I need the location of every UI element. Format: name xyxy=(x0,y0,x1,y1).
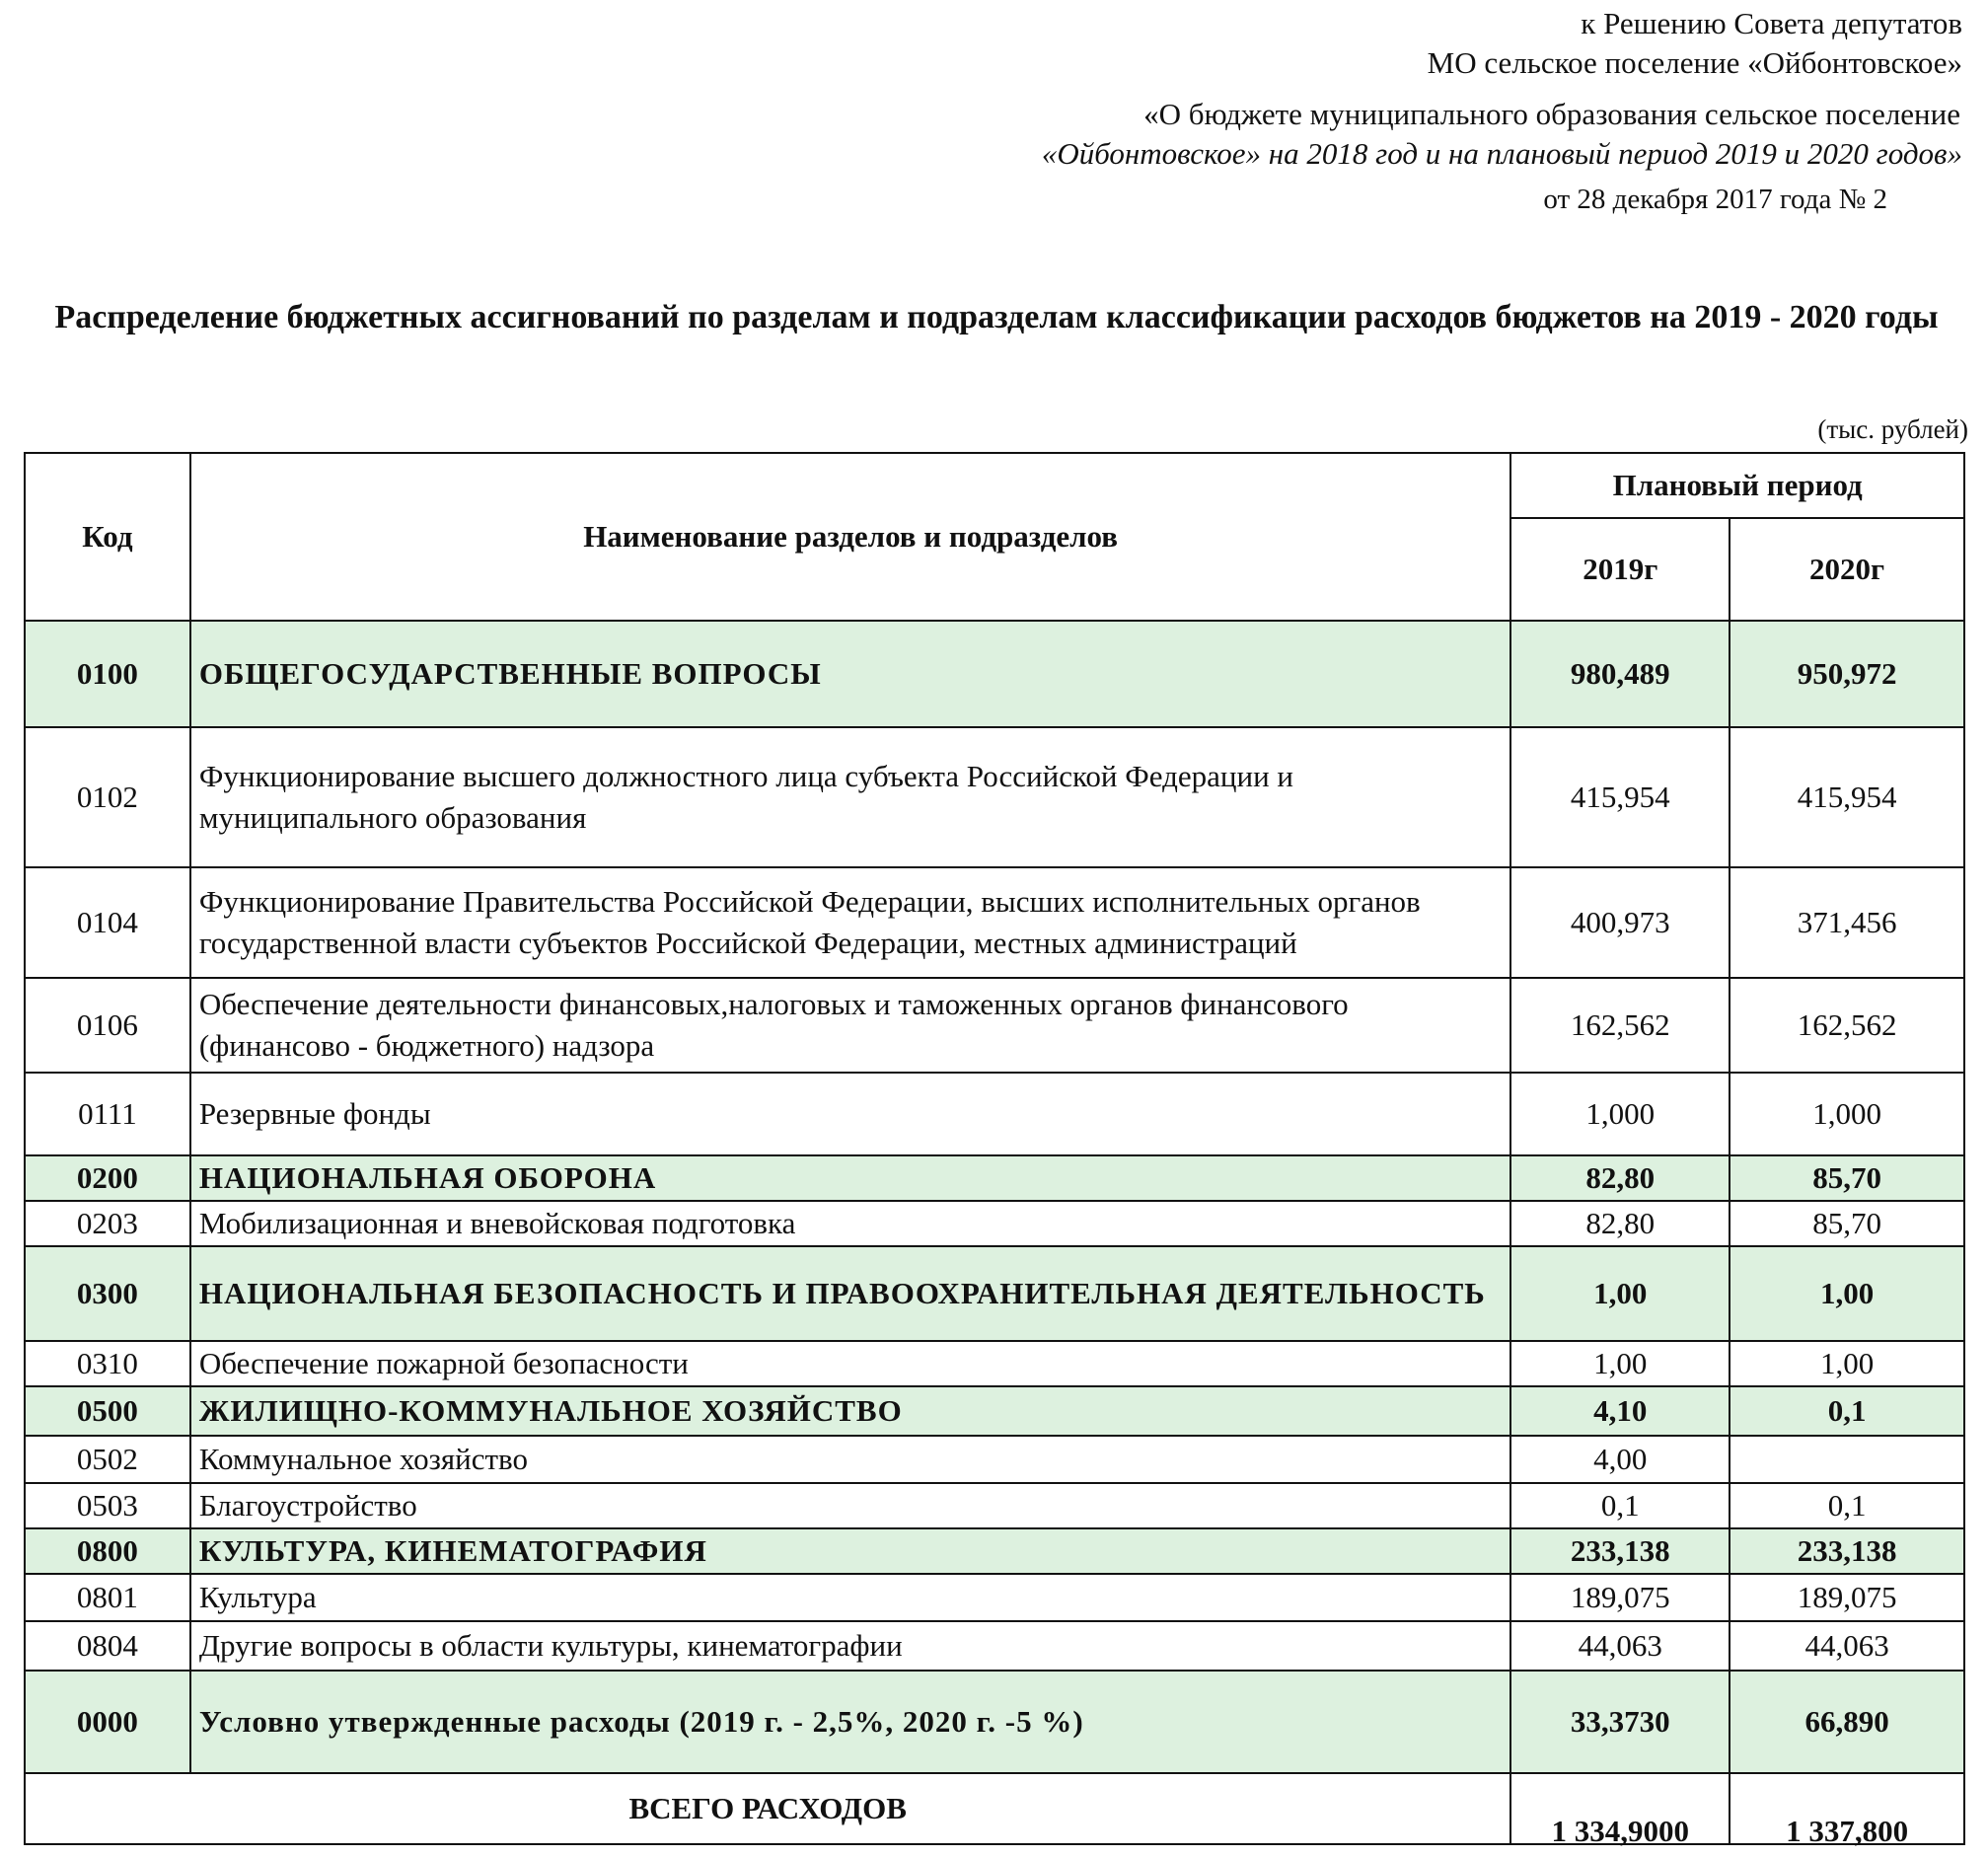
row-value-2019: 400,973 xyxy=(1510,867,1730,978)
row-value-2019: 1,000 xyxy=(1510,1073,1730,1155)
row-value-2020: 0,1 xyxy=(1730,1386,1964,1436)
row-value-2020: 1,000 xyxy=(1730,1073,1964,1155)
row-name: Функционирование высшего должностного лица субъекта Российской Федерации и муниципального образования xyxy=(190,727,1511,867)
total-value-2020 xyxy=(1730,1773,1964,1848)
row-code: 0100 xyxy=(25,621,190,727)
row-value-2020 xyxy=(1730,1436,1964,1483)
row-value-2020: 162,562 xyxy=(1730,978,1964,1073)
row-code: 0503 xyxy=(25,1483,190,1528)
table-row xyxy=(25,1246,1964,1341)
table-row xyxy=(25,978,1964,1073)
table-row xyxy=(25,1201,1964,1246)
row-value-2019: 162,562 xyxy=(1510,978,1730,1073)
total-label: ВСЕГО РАСХОДОВ xyxy=(25,1773,1510,1844)
table-row xyxy=(25,1155,1964,1201)
table-row xyxy=(25,1073,1964,1155)
row-value-2020: 189,075 xyxy=(1730,1574,1964,1621)
table-row xyxy=(25,1671,1964,1773)
total-value-2020-text: 1 337,800 xyxy=(1786,1814,1909,1848)
row-code: 0804 xyxy=(25,1621,190,1671)
row-value-2019: 82,80 xyxy=(1510,1201,1730,1246)
row-name-text: Функционирование Правительства Российской Федерации, высших исполнительных органов государственной власти субъектов Российской Федерации, местных администраций xyxy=(198,884,1421,960)
row-name: КУЛЬТУРА, КИНЕМАТОГРАФИЯ xyxy=(190,1528,1511,1574)
header-planned-period: Плановый период xyxy=(1510,453,1964,518)
row-name xyxy=(190,867,1511,978)
row-name: ЖИЛИЩНО-КОММУНАЛЬНОЕ ХОЗЯЙСТВО xyxy=(190,1386,1511,1436)
row-value-2019: 1,00 xyxy=(1510,1341,1730,1386)
row-code: 0200 xyxy=(25,1155,190,1201)
row-code: 0000 xyxy=(25,1671,190,1773)
row-value-2019: 233,138 xyxy=(1510,1528,1730,1574)
row-value-2019: 82,80 xyxy=(1510,1155,1730,1201)
row-name: ОБЩЕГОСУДАРСТВЕННЫЕ ВОПРОСЫ xyxy=(190,621,1511,727)
table-row xyxy=(25,1528,1964,1574)
header-date-line: от 28 декабря 2017 года № 2 xyxy=(1543,184,1887,215)
row-value-2019: 189,075 xyxy=(1510,1574,1730,1621)
row-code: 0801 xyxy=(25,1574,190,1621)
row-name: Мобилизационная и вневойсковая подготовка xyxy=(190,1201,1511,1246)
total-value-2019 xyxy=(1510,1773,1730,1848)
row-code: 0310 xyxy=(25,1341,190,1386)
row-code: 0500 xyxy=(25,1386,190,1436)
row-code: 0106 xyxy=(25,978,190,1073)
table-row xyxy=(25,621,1964,727)
row-code: 0111 xyxy=(25,1073,190,1155)
header-year-2019: 2019г xyxy=(1510,518,1730,621)
budget-table xyxy=(24,452,1965,1848)
row-value-2019: 1,00 xyxy=(1510,1246,1730,1341)
units-label: (тыс. рублей) xyxy=(1817,414,1968,444)
row-code: 0800 xyxy=(25,1528,190,1574)
row-code: 0102 xyxy=(25,727,190,867)
table-row xyxy=(25,1483,1964,1528)
table-row xyxy=(25,1386,1964,1436)
row-value-2020: 950,972 xyxy=(1730,621,1964,727)
row-name: Другие вопросы в области культуры, кинематографии xyxy=(190,1621,1511,1671)
row-name: Культура xyxy=(190,1574,1511,1621)
row-value-2019: 4,00 xyxy=(1510,1436,1730,1483)
row-value-2019: 980,489 xyxy=(1510,621,1730,727)
header-year-2020: 2020г xyxy=(1730,518,1964,621)
document-title: Распределение бюджетных ассигнований по разделам и подразделам классификации расходов бюджетов на 2019 - 2020 годы xyxy=(54,299,1939,335)
row-value-2020: 415,954 xyxy=(1730,727,1964,867)
header-line-2: МО сельское поселение «Ойбонтовское» xyxy=(1427,45,1962,80)
row-value-2020: 44,063 xyxy=(1730,1621,1964,1671)
document-header xyxy=(488,4,1968,219)
row-code: 0104 xyxy=(25,867,190,978)
row-name: Коммунальное хозяйство xyxy=(190,1436,1511,1483)
row-name: Обеспечение пожарной безопасности xyxy=(190,1341,1511,1386)
row-value-2020: 371,456 xyxy=(1730,867,1964,978)
row-code: 0502 xyxy=(25,1436,190,1483)
row-name: НАЦИОНАЛЬНАЯ ОБОРОНА xyxy=(190,1155,1511,1201)
row-name: Обеспечение деятельности финансовых,налоговых и таможенных органов финансового (финансово - бюджетного) надзора xyxy=(190,978,1511,1073)
header-code: Код xyxy=(25,453,190,621)
row-code: 0300 xyxy=(25,1246,190,1341)
table-row xyxy=(25,1621,1964,1671)
row-name: Условно утвержденные расходы (2019 г. - 2,5%, 2020 г. -5 %) xyxy=(190,1671,1511,1773)
table-row xyxy=(25,727,1964,867)
table-row xyxy=(25,1341,1964,1386)
row-value-2019: 33,3730 xyxy=(1510,1671,1730,1773)
row-name: Благоустройство xyxy=(190,1483,1511,1528)
header-name: Наименование разделов и подразделов xyxy=(190,453,1511,621)
row-value-2020: 85,70 xyxy=(1730,1155,1964,1201)
table-row xyxy=(25,1574,1964,1621)
row-value-2020: 1,00 xyxy=(1730,1341,1964,1386)
row-value-2020: 0,1 xyxy=(1730,1483,1964,1528)
row-value-2020: 233,138 xyxy=(1730,1528,1964,1574)
row-code: 0203 xyxy=(25,1201,190,1246)
row-value-2019: 4,10 xyxy=(1510,1386,1730,1436)
header-line-4: «Ойбонтовское» на 2018 год и на плановый период 2019 и 2020 годов» xyxy=(1041,136,1962,171)
header-line-1: к Решению Совета депутатов xyxy=(1581,6,1962,40)
row-value-2019: 44,063 xyxy=(1510,1621,1730,1671)
row-value-2019: 415,954 xyxy=(1510,727,1730,867)
table-row xyxy=(25,1436,1964,1483)
total-row xyxy=(25,1773,1964,1844)
total-value-2019-text: 1 334,9000 xyxy=(1551,1814,1690,1848)
row-value-2020: 1,00 xyxy=(1730,1246,1964,1341)
row-value-2020: 85,70 xyxy=(1730,1201,1964,1246)
table-row xyxy=(25,867,1964,978)
row-value-2020: 66,890 xyxy=(1730,1671,1964,1773)
row-value-2019: 0,1 xyxy=(1510,1483,1730,1528)
row-name: НАЦИОНАЛЬНАЯ БЕЗОПАСНОСТЬ И ПРАВООХРАНИТЕЛЬНАЯ ДЕЯТЕЛЬНОСТЬ xyxy=(190,1246,1511,1341)
header-line-3: «О бюджете муниципального образования сельское поселение xyxy=(1143,97,1960,131)
row-name: Резервные фонды xyxy=(190,1073,1511,1155)
